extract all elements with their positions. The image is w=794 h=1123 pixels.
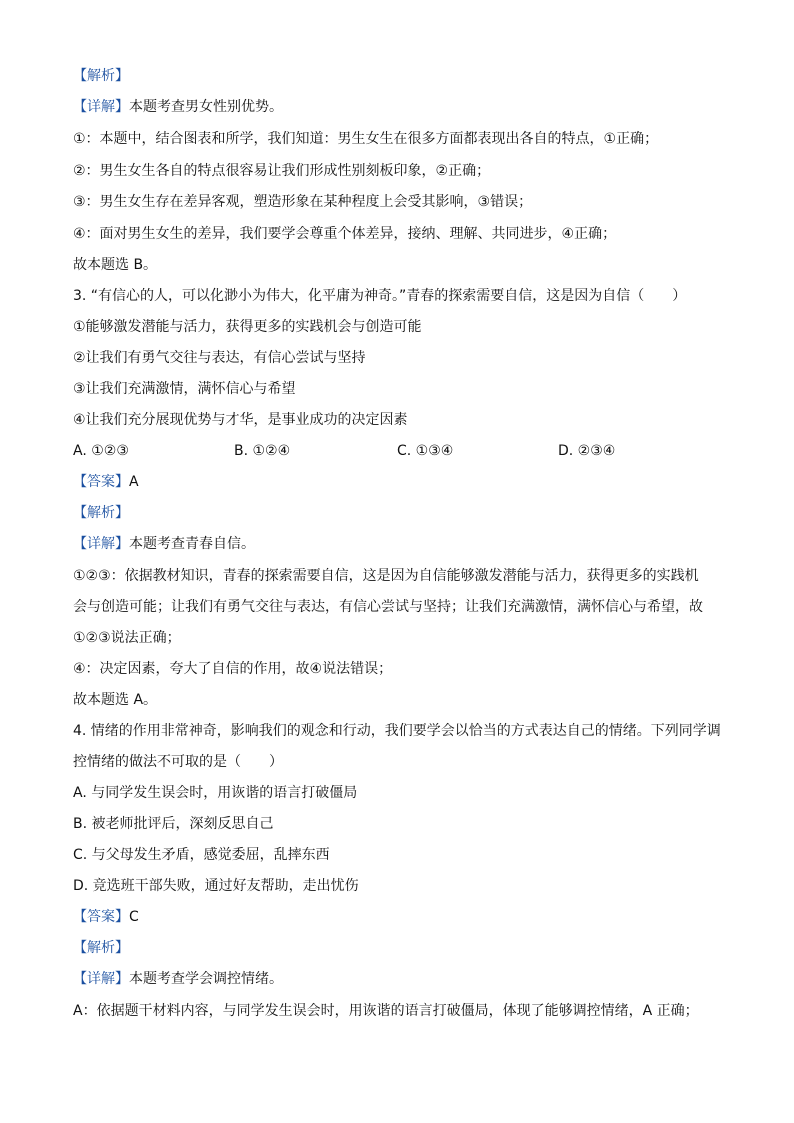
question-4-stem: 4. 情绪的作用非常神奇，影响我们的观念和行动，我们要学会以恰当的方式表达自己的情绪。下列同学调	[73, 723, 721, 739]
analysis-line: ③：男生女生存在差异客观，塑造形象在某种程度上会受其影响，③错误；	[73, 194, 533, 210]
question-3-option-c: C. ①③④	[397, 443, 454, 459]
detail-text: 本题考查青春自信。	[129, 536, 255, 552]
question-3-item: ②让我们有勇气交往与表达，有信心尝试与坚持	[73, 350, 366, 366]
analysis-line: ②：男生女生各自的特点很容易让我们形成性别刻板印象，②正确；	[73, 163, 491, 179]
conclusion-line: 故本题选 B。	[73, 257, 158, 273]
detail-line	[73, 97, 734, 117]
answer-value: A	[129, 474, 139, 490]
question-4-option-b: B. 被老师批评后，深刻反思自己	[73, 816, 274, 832]
answer-tag: 【答案】	[73, 474, 129, 490]
question-4-option-c: C. 与父母发生矛盾，感觉委屈，乱摔东西	[73, 847, 330, 863]
analysis-line: ④：决定因素，夸大了自信的作用，故④说法错误；	[73, 661, 393, 677]
analysis-line: ④：面对男生女生的差异，我们要学会尊重个体差异，接纳、理解、共同进步，④正确；	[73, 226, 617, 242]
detail-tag: 【详解】	[73, 971, 129, 987]
analysis-line: ①②③：依据教材知识，青春的探索需要自信，这是因为自信能够激发潜能与活力，获得更多的实践机	[73, 568, 699, 584]
conclusion-line: 故本题选 A。	[73, 692, 158, 708]
answer-value: C	[129, 909, 139, 925]
question-3-option-a: A. ①②③	[73, 443, 129, 459]
question-3-item: ④让我们充分展现优势与才华，是事业成功的决定因素	[73, 412, 408, 428]
answer-line	[73, 907, 734, 927]
question-3-option-d: D. ②③④	[558, 443, 616, 459]
question-3-item: ③让我们充满激情，满怀信心与希望	[73, 381, 296, 397]
analysis-heading: 【解析】	[73, 68, 129, 84]
question-3-stem: 3. “有信心的人，可以化渺小为伟大，化平庸为神奇。”青春的探索需要自信，这是因为自信（ ）	[73, 288, 687, 304]
analysis-line: ①：本题中，结合图表和所学，我们知道：男生女生在很多方面都表现出各自的特点，①正确；	[73, 131, 659, 147]
question-3-item: ①能够激发潜能与活力，获得更多的实践机会与创造可能	[73, 319, 422, 335]
analysis-line: A：依据题干材料内容，与同学发生误会时，用诙谐的语言打破僵局，体现了能够调控情绪，A 正确；	[73, 1003, 699, 1019]
detail-line	[73, 969, 734, 989]
question-4-option-a: A. 与同学发生误会时，用诙谐的语言打破僵局	[73, 785, 358, 801]
detail-tag: 【详解】	[73, 99, 129, 115]
detail-line	[73, 534, 734, 554]
detail-text: 本题考查学会调控情绪。	[129, 971, 283, 987]
question-3-option-b: B. ①②④	[234, 443, 291, 459]
answer-tag: 【答案】	[73, 909, 129, 925]
analysis-heading: 【解析】	[73, 940, 129, 956]
detail-tag: 【详解】	[73, 536, 129, 552]
analysis-line: 会与创造可能；让我们有勇气交往与表达，有信心尝试与坚持；让我们充满激情，满怀信心与希望，故	[73, 599, 703, 615]
analysis-line: ①②③说法正确；	[73, 630, 181, 646]
detail-text: 本题考查男女性别优势。	[129, 99, 283, 115]
answer-line	[73, 472, 734, 492]
question-4-stem: 控情绪的做法不可取的是（ ）	[73, 754, 283, 770]
question-4-option-d: D. 竞选班干部失败，通过好友帮助，走出忧伤	[73, 878, 359, 894]
analysis-heading: 【解析】	[73, 505, 129, 521]
